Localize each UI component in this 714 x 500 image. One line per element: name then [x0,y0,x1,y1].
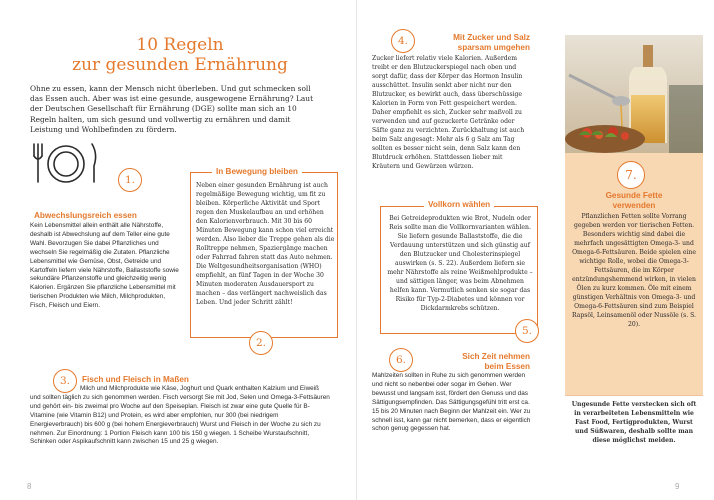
rule-5-heading: Vollkorn wählen [424,200,494,209]
rule-5-number: 5. [515,319,539,343]
rule-2-text: Neben einer gesunden Ernährung ist auch regelmäßige Bewegung wichtig, um fit zu bleiben. Körperliche Aktivität und Sport regen den Muskelaufbau an und erhöhen den Kalorienverbrauch. Mit 30 bis 60 Minuten Bewegung kann schon viel erreicht werden. Also lieber die Treppe gehen als die Rolltreppe nehmen, Spaziergänge machen oder Fahrrad fahren statt das Auto nehmen. Die Weltgesundheitsorganisation (WHO) empfiehlt, an fünf Tagen in der Woche 30 Minuten moderaten Ausdauersport zu machen – das verlängert nachweislich das Leben. Und jeder Schritt zählt! [196,182,335,306]
intro-text: Ohne zu essen, kann der Mensch nicht überleben. Und gut schmecken soll das Essen auch. Aber was ist eine gesunde, ausgewogene Ernährung? Laut der Deutschen Gesellschaft für Ernährung (DGE) sollte man sich an 10 Regeln halten, um sich gesund und vollwertig zu ernähren und damit Leistung und Wohlbefinden zu fördern. [30,84,314,134]
title-line-1: 10 Regeln [136,35,224,55]
rule-7-heading-line-1: Gesunde Fette [605,191,663,200]
rule-1-heading: Abwechslungsreich essen [34,211,137,220]
oil-bottle-photo [565,35,703,153]
rule-1-text: Kein Lebensmittel allein enthält alle Nährstoffe, deshalb ist Abwechslung auf dem Teller eine gute Wahl. Bevorzugen Sie dabei Pflanzliches und wechseln Sie regelmäßig die Zutaten. Pflanzliche Lebensmittel wie Gemüse, Obst, Getreide und Kartoffeln liefern viele Nährstoffe, Ballaststoffe sowie sekundäre Pflanzenstoffe und gleichzeitig wenig Kalorien. Ergänzen Sie pflanzliche Lebensmittel mit tierischen Produkten wie Milch, Milchprodukten, Fisch, Fleisch und Eiern. [30,222,179,310]
rule-3-heading: Fisch und Fleisch in Maßen [82,375,189,384]
rule-7-text: Pflanzlichen Fetten sollte Vorrang gegeben werden vor tierischen Fetten. Besonders wichtig sind dabei die mehrfach ungesättigten Omega-3- und Omega-6-Fettsäuren. Beide spielen eine wichtige Rolle, wobei die Omega-3-Fettsäuren, die im Körper entzündungshemmend wirken, in vielen Ölen zu kurz kommen. Öle mit einem günstigen Verhältnis von Omega-3- und Omega-6-Fettsäuren sind zum Beispiel Rapsöl, Leinsamenöl oder Nussöle (s. S. 20). [571,213,696,328]
rule-6-heading [416,352,530,372]
rule-4-heading [418,33,530,53]
rule-4-text: Zucker liefert relativ viele Kalorien. Außerdem treibt er den Blutzuckerspiegel nach oben und sorgt dafür, dass der Körper das Hormon Insulin ausschüttet. Insulin senkt aber nicht nur den Blutzucker, es bewirkt auch, dass überschüssige Kalorien in Form von Fett gespeichert werden. Daher empfiehlt es sich, Zucker sehr maßvoll zu verwenden und auf gezuckerte Getränke oder Säfte ganz zu verzichten. Zurückhaltung ist auch beim Salz angesagt: Mehr als 6 g Salz am Tag sollten es besser nicht sein, denn Salz kann den Blutdruck erhöhen. Stattdessen lieber mit Kräutern und Gewürzen würzen. [372,55,525,170]
rule-4-number: 4. [391,29,415,53]
rule-1-number: 1. [118,168,142,192]
rule-3-text: Milch und Milchprodukte wie Käse, Joghurt und Quark enthalten Kalzium und Eiweiß und sollten täglich zu sich genommen werden. Fisch versorgt Sie mit Jod, Selen und Omega-3-Fettsäuren und gehört ein- bis zweimal pro Woche auf den Speiseplan. Fleisch ist zwar eine gute Quelle für B-Vitamine (wie Vitamin B12) und Protein, es wird aber empfohlen, nur 300 (bei niedrigem Energieverbrauch) bis 600 g (bei hohem Energieverbrauch) Wurst und Fleisch in der Woche zu sich zu nehmen. Zur Einordnung: 1 Portion Fleisch kann 100 bis 150 g wiegen. 1 Scheibe Wurstaufschnitt, Schinken oder Aspikaufschnitt kann zwischen 15 und 25 g wiegen. [30,385,330,446]
page-number-left: 8 [27,482,32,491]
warning-text: Ungesunde Fette verstecken sich oft in verarbeiteten Lebensmitteln wie Fast Food, Fertigprodukten, Wurst und Süßwaren, deshalb sollte man diese möglichst meiden. [571,401,697,444]
rule-6-text: Mahlzeiten sollten in Ruhe zu sich genommen werden und nicht so nebenbei oder sogar im Gehen. Wer bewusst und langsam isst, fördert den Genuss und das Sättigungsempfinden. Das Sättigungsgefühl tritt erst ca. 15 bis 20 Minuten nach Beginn der Mahlzeit ein. Wer zu schnell isst, kann gar nicht bemerken, dass er eigentlich schon genug gegessen hat. [372,372,531,433]
rule-2-number: 2. [249,331,273,355]
rule-5-text: Bei Getreideprodukten wie Brot, Nudeln oder Reis sollte man die Vollkornvarianten wählen. Sie liefern gesunde Ballaststoffe, die die Verdauung unterstützen und sich günstig auf den Blutzucker und Cholesterinspiegel auswirken (s. S. 22). Außerdem liefern sie mehr Nährstoffe als reine Weißmehlprodukte – und sättigen länger, was beim Abnehmen helfen kann. Vermutlich senken sie sogar das Risiko für Typ-2-Diabetes und können vor Dickdarmkrebs schützen. [387,215,533,312]
page-number-right: 9 [675,482,680,491]
rule-6-heading-line-2: beim Essen [484,362,530,371]
rule-6-heading-line-1: Sich Zeit nehmen [462,352,530,361]
title-line-2: zur gesunden Ernährung [72,55,288,75]
rule-4-heading-line-1: Mit Zucker und Salz [453,33,530,42]
rule-7-number: 7. [617,161,645,189]
rule-4-heading-line-2: sparsam umgehen [457,43,530,52]
rule-3-number: 3. [53,369,77,393]
plate-cutlery-icon [30,136,102,190]
rule-2-heading: In Bewegung bleiben [212,167,302,176]
rule-7-heading [570,191,698,211]
rule-7-heading-line-2: verwenden [612,201,656,210]
rule-6-number: 6. [389,348,413,372]
page-title [60,35,300,75]
